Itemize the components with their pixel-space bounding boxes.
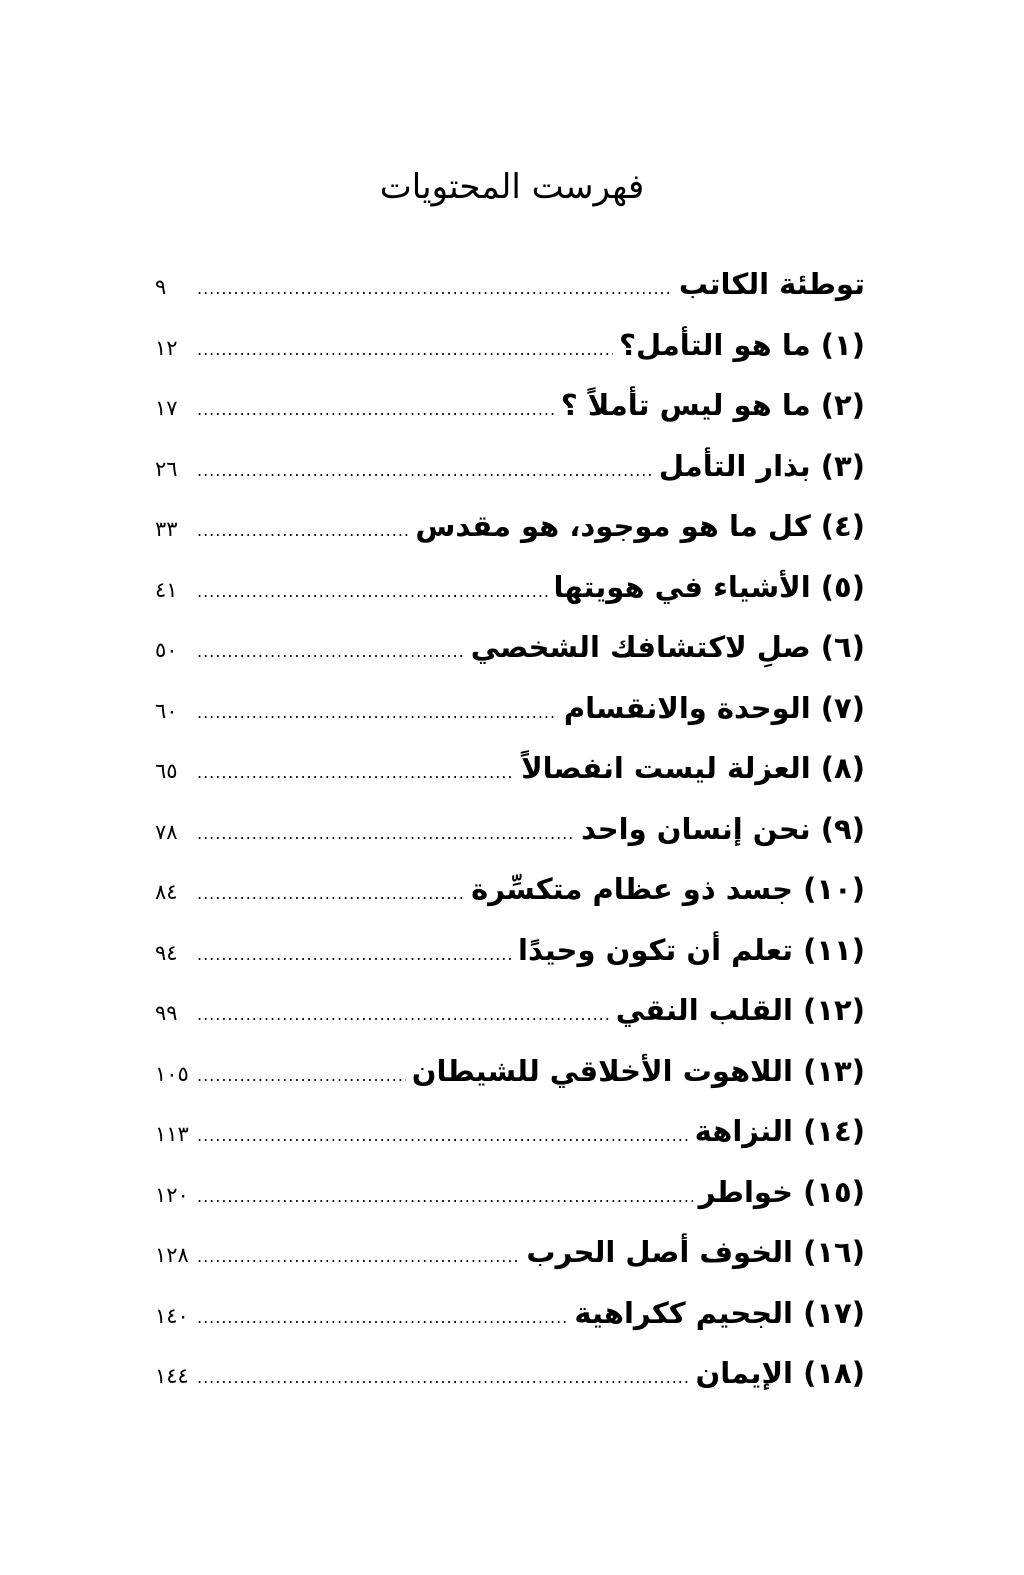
dot-leader xyxy=(197,1169,693,1225)
toc-entry-title: (٩) نحن إنسان واحد xyxy=(581,811,865,846)
toc-entry-title: (٥) الأشياء في هويتها xyxy=(553,569,865,604)
toc-entry xyxy=(155,680,865,741)
toc-entry-page: ٢٦ xyxy=(155,456,178,481)
toc-entry xyxy=(155,256,865,317)
toc-entry-title: (٦) صلِ لاكتشافك الشخصي xyxy=(470,630,865,664)
toc-entry xyxy=(155,1164,865,1225)
toc-entry xyxy=(155,1345,865,1406)
dot-leader xyxy=(197,987,610,1043)
toc-entry-title: (٧) الوحدة والانقسام xyxy=(563,690,865,725)
toc-entry-title: (٢) ما هو ليس تأملاً ؟ xyxy=(560,388,865,422)
toc-entry xyxy=(155,861,865,922)
page-title: فهرست المحتويات xyxy=(379,167,645,207)
toc-entry-title: (١١) تعلم أن تكون وحيدًا xyxy=(518,932,865,967)
toc-entry xyxy=(155,922,865,983)
toc-entry-title: توطئة الكاتب xyxy=(678,267,865,301)
dot-leader xyxy=(197,1108,689,1164)
toc-entry-title: (٣) بذار التأمل xyxy=(658,448,865,483)
toc-entry-page: ٩٤ xyxy=(155,940,178,965)
toc-entry-page: ١٠٥ xyxy=(155,1061,189,1086)
toc-entry-title: (١٠) جسد ذو عظام متكسِّرة xyxy=(471,872,865,906)
toc-entry xyxy=(155,740,865,801)
toc-entry-title: (١٨) الإيمان xyxy=(695,1356,865,1390)
toc-entry-title: (١٥) خواطر xyxy=(698,1174,865,1209)
toc-entry xyxy=(155,801,865,862)
toc-entry-page: ٥٠ xyxy=(155,638,178,662)
toc-entry xyxy=(155,1224,865,1285)
dot-leader xyxy=(197,503,409,559)
dot-leader xyxy=(197,261,673,317)
table-of-contents xyxy=(155,256,865,1406)
toc-entry-title: (١٤) النزاهة xyxy=(694,1114,865,1148)
toc-entry-page: ٩ xyxy=(155,275,167,299)
toc-entry xyxy=(155,438,865,499)
toc-entry-page: ١١٣ xyxy=(155,1122,189,1146)
toc-entry xyxy=(155,982,865,1043)
toc-entry xyxy=(155,1043,865,1104)
dot-leader xyxy=(197,927,512,983)
dot-leader xyxy=(197,564,548,620)
toc-entry-title: (٤) كل ما هو موجود، هو مقدس xyxy=(415,509,865,543)
toc-entry-page: ٦٠ xyxy=(155,698,178,723)
toc-entry xyxy=(155,619,865,680)
dot-leader xyxy=(197,1290,568,1346)
toc-entry xyxy=(155,377,865,438)
toc-entry-page: ١٢٨ xyxy=(155,1243,189,1267)
toc-entry-page: ١٤٤ xyxy=(155,1364,189,1388)
dot-leader xyxy=(197,1048,406,1104)
toc-entry-page: ١٢ xyxy=(155,335,178,360)
toc-entry-title: (١) ما هو التأمل؟ xyxy=(619,327,865,362)
toc-entry-page: ١٧ xyxy=(155,396,178,420)
toc-entry-title: (١٦) الخوف أصل الحرب xyxy=(526,1235,865,1269)
toc-entry-title: (١٧) الجحيم ككراهية xyxy=(574,1295,865,1330)
toc-entry-page: ٧٨ xyxy=(155,819,178,844)
dot-leader xyxy=(197,443,653,499)
dot-leader xyxy=(197,685,558,741)
dot-leader xyxy=(197,322,613,378)
toc-entry-page: ٨٤ xyxy=(155,880,178,904)
dot-leader xyxy=(197,866,465,922)
toc-entry-page: ٤١ xyxy=(155,577,178,602)
dot-leader xyxy=(197,624,465,680)
dot-leader xyxy=(197,806,575,862)
toc-entry-page: ١٤٠ xyxy=(155,1303,189,1328)
toc-entry xyxy=(155,559,865,620)
dot-leader xyxy=(197,382,555,438)
toc-entry xyxy=(155,1285,865,1346)
dot-leader xyxy=(197,745,515,801)
toc-entry-page: ٩٩ xyxy=(155,1001,178,1025)
toc-entry-title: (١٢) القلب النقي xyxy=(615,993,865,1027)
toc-entry-title: (٨) العزلة ليست انفصالاً xyxy=(521,751,865,785)
toc-entry-page: ٦٥ xyxy=(155,759,178,783)
toc-entry-page: ٣٣ xyxy=(155,517,178,541)
dot-leader xyxy=(197,1229,520,1285)
toc-entry xyxy=(155,1103,865,1164)
toc-entry-title: (١٣) اللاهوت الأخلاقي للشيطان xyxy=(411,1053,865,1088)
toc-entry xyxy=(155,317,865,378)
toc-entry xyxy=(155,498,865,559)
toc-entry-page: ١٢٠ xyxy=(155,1182,189,1207)
dot-leader xyxy=(197,1350,689,1406)
